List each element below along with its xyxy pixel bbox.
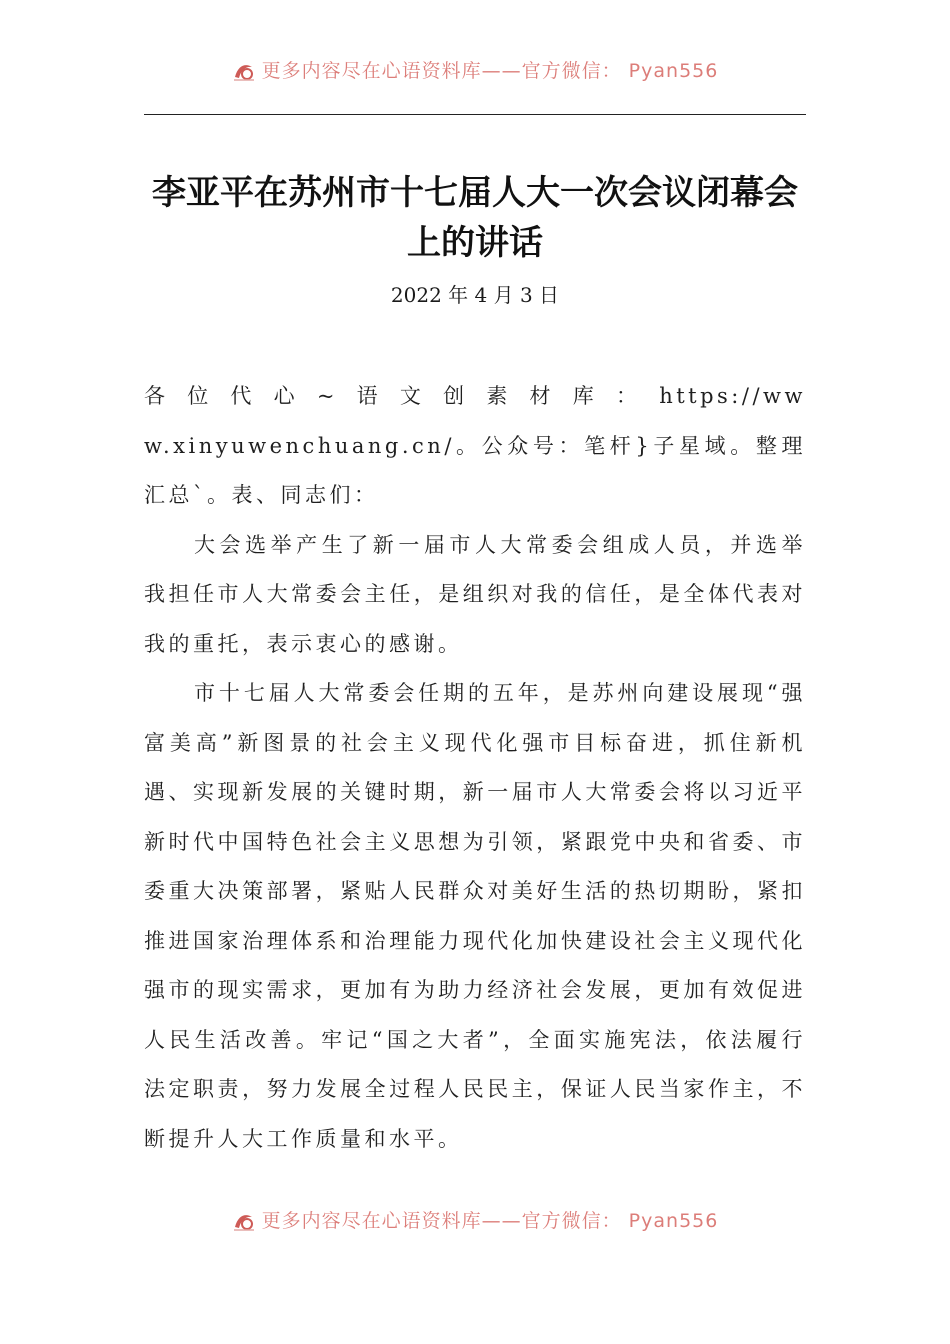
watermark-text: 更多内容尽在心语资料库——官方微信： Pyan556 xyxy=(261,60,719,82)
watermark-text: 更多内容尽在心语资料库——官方微信： Pyan556 xyxy=(261,1210,719,1232)
header-divider xyxy=(144,114,806,115)
brand-logo-icon xyxy=(232,61,256,83)
document-date: 2022 年 4 月 3 日 xyxy=(390,283,560,307)
body-paragraph-2: 市十七届人大常委会任期的五年，是苏州向建设展现“强富美高”新图景的社会主义现代化强市目标奋进，抓住新机遇、实现新发展的关键时期，新一届市人大常委会将以习近平新时代中国特色社会主义思想为引领，紧跟党中央和省委、市委重大决策部署，紧贴人民群众对美好生活的热切期盼，紧扣推进国家治理体系和治理能力现代化加快建设社会主义现代化强市的现实需求，更加有为助力经济社会发展，更加有效促进人民生活改善。牢记“国之大者”，全面实施宪法，依法履行法定职责，努力发展全过程人民民主，保证人民当家作主，不断提升人大工作质量和水平。 xyxy=(144,681,806,1151)
watermark-header xyxy=(0,56,950,86)
greeting-paragraph xyxy=(144,372,806,521)
greeting-rest: https://www.xinyuwenchuang.cn/。公众号：笔杆}子星域。整理汇总`。表、同志们： xyxy=(144,384,806,507)
greeting-lead: 各位代心~语文创素材库： xyxy=(144,384,660,408)
body-paragraph-1: 大会选举产生了新一届市人大常委会组成人员，并选举我担任市人大常委会主任，是组织对我的信任，是全体代表对我的重托，表示衷心的感谢。 xyxy=(144,532,806,656)
brand-logo-icon xyxy=(232,1211,256,1233)
document-body xyxy=(144,372,806,1164)
watermark-footer xyxy=(0,1206,950,1236)
page-title: 李亚平在苏州市十七届人大一次会议闭幕会上的讲话 xyxy=(152,173,798,263)
